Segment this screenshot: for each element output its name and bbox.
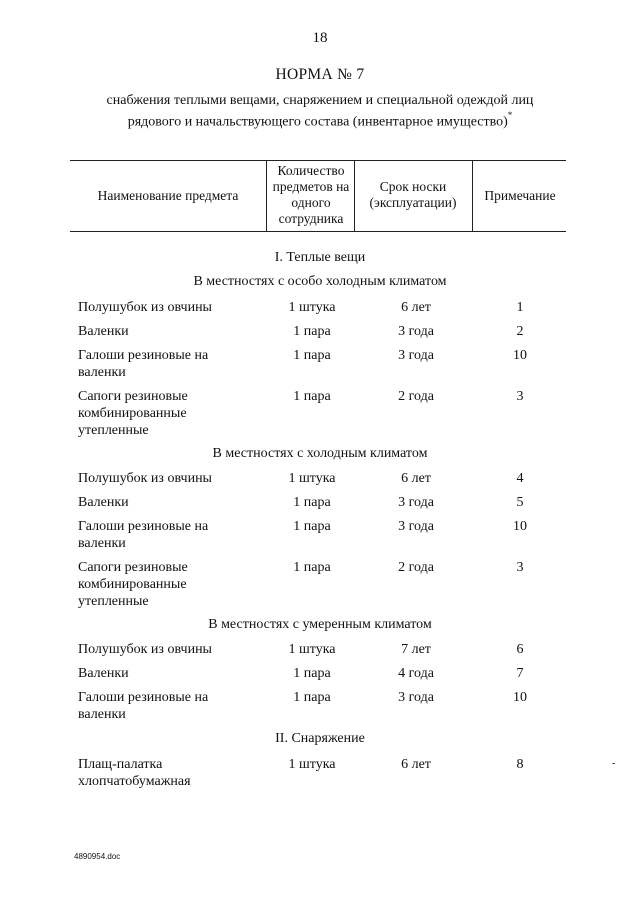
section-title-equipment: II. Снаряжение (275, 731, 365, 746)
item-name: Галоши резиновые на валенки (78, 690, 209, 722)
item-name: Галоши резиновые на валенки (78, 519, 209, 551)
subtitle-line-1: снабжения теплыми вещами, снаряжением и специальной одеждой лиц (106, 93, 534, 108)
section-title-warm: I. Теплые вещи (274, 250, 366, 265)
item-name: Полушубок из овчины (78, 471, 212, 486)
item-qty: 1 пара (293, 560, 331, 575)
item-term: 6 лет (401, 757, 431, 772)
item-note: 10 (513, 519, 527, 534)
table-header-rule (70, 231, 566, 232)
document-title: НОРМА № 7 (275, 66, 365, 83)
item-term: 2 года (398, 389, 434, 404)
item-note: 3 (516, 560, 524, 575)
item-note: 1 (516, 300, 524, 315)
item-term: 3 года (398, 348, 434, 363)
item-note: 10 (513, 690, 527, 705)
group-title-moderate: В местностях с умеренным климатом (208, 617, 432, 632)
item-term: 3 года (398, 324, 434, 339)
group-title-very-cold: В местностях с особо холодным климатом (193, 274, 447, 289)
margin-mark: - (612, 758, 616, 769)
item-note: 8 (516, 757, 524, 772)
item-name: Полушубок из овчины (78, 642, 212, 657)
column-divider-1 (266, 160, 267, 232)
item-qty: 1 пара (293, 324, 331, 339)
item-qty: 1 пара (293, 389, 331, 404)
subtitle-line-2-text: рядового и начальствующего состава (инвентарное имущество) (127, 114, 508, 130)
document-subtitle (60, 92, 580, 131)
item-name: Валенки (78, 495, 129, 510)
header-qty: Количество предметов на одного сотрудника (272, 163, 350, 226)
item-name: Полушубок из овчины (78, 300, 212, 315)
header-note: Примечание (484, 188, 556, 203)
group-title-cold: В местностях с холодным климатом (212, 446, 428, 461)
item-qty: 1 штука (288, 757, 336, 772)
item-qty: 1 штука (288, 642, 336, 657)
subtitle-line-2 (60, 109, 580, 131)
item-name: Валенки (78, 666, 129, 681)
column-divider-2 (354, 160, 355, 232)
item-qty: 1 пара (293, 495, 331, 510)
item-term: 7 лет (401, 642, 431, 657)
item-term: 2 года (398, 560, 434, 575)
item-name: Сапоги резиновые комбинированные утепленные (78, 389, 188, 438)
item-qty: 1 пара (293, 519, 331, 534)
item-name: Валенки (78, 324, 129, 339)
header-term: Срок носки (эксплуатации) (369, 179, 457, 210)
page-number: 18 (312, 30, 328, 46)
item-qty: 1 пара (293, 666, 331, 681)
item-name: Сапоги резиновые комбинированные утепленные (78, 560, 188, 609)
item-qty: 1 штука (288, 471, 336, 486)
item-note: 4 (516, 471, 524, 486)
table-top-rule (70, 160, 566, 161)
item-term: 3 года (398, 519, 434, 534)
item-note: 6 (516, 642, 524, 657)
item-qty: 1 пара (293, 690, 331, 705)
item-note: 7 (516, 666, 524, 681)
item-name: Плащ-палатка хлопчатобумажная (78, 757, 191, 789)
item-name: Галоши резиновые на валенки (78, 348, 209, 380)
item-term: 3 года (398, 495, 434, 510)
item-term: 6 лет (401, 300, 431, 315)
item-qty: 1 пара (293, 348, 331, 363)
item-qty: 1 штука (288, 300, 336, 315)
header-name: Наименование предмета (97, 188, 239, 203)
item-term: 4 года (398, 666, 434, 681)
item-term: 3 года (398, 690, 434, 705)
footnote-mark: * (507, 110, 513, 120)
item-note: 10 (513, 348, 527, 363)
column-divider-3 (472, 160, 473, 232)
file-name-footer: 4890954.doc (74, 852, 121, 861)
item-term: 6 лет (401, 471, 431, 486)
item-note: 3 (516, 389, 524, 404)
item-note: 5 (516, 495, 524, 510)
item-note: 2 (516, 324, 524, 339)
